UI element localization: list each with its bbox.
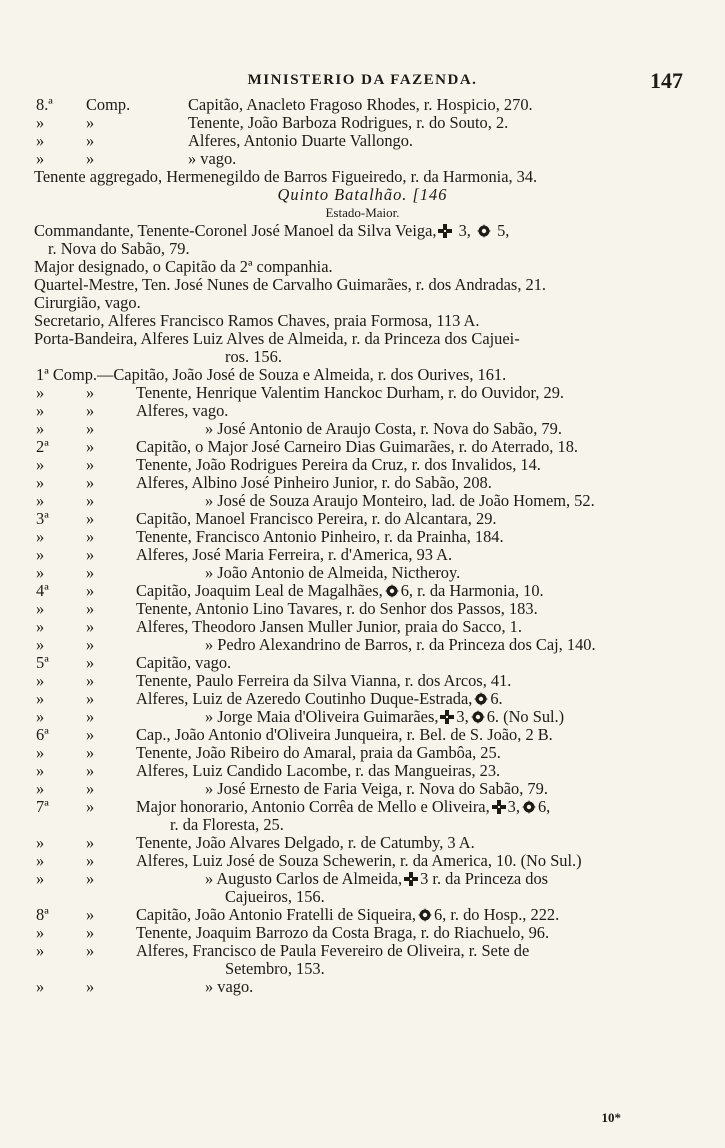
roster-line [0, 474, 725, 492]
roster-line [0, 222, 725, 240]
page-header [0, 68, 725, 96]
entry-text-part: Alferes, Luiz de Azeredo Coutinho Duque-Estrada, [136, 689, 473, 708]
entry-text: Tenente, Antonio Lino Tavares, r. do Senhor dos Passos, 183. [136, 599, 538, 618]
company-number: » [36, 743, 45, 762]
roster-line [0, 492, 725, 510]
entry-text [205, 870, 548, 888]
roster-line [0, 294, 725, 312]
roster-line [0, 276, 725, 294]
company-label: » [86, 761, 95, 780]
rose-icon [474, 692, 488, 706]
entry-text: Cap., João Antonio d'Oliveira Junqueira, r. Bel. de S. João, 2 B. [136, 725, 553, 744]
roster-line [0, 924, 725, 942]
entry-text: Quartel-Mestre, Ten. José Nunes de Carvalho Guimarães, r. dos Andradas, 21. [34, 275, 546, 294]
roster-line [0, 258, 725, 276]
company-label: » [86, 941, 95, 960]
company-number: » [36, 419, 45, 438]
entry-text [34, 222, 509, 240]
company-number: » [36, 977, 45, 996]
roster-line [0, 366, 725, 384]
entry-text: » José de Souza Araujo Monteiro, lad. de João Homem, 52. [205, 491, 595, 510]
entry-text [136, 798, 550, 816]
company-label: » [86, 473, 95, 492]
roster-line [0, 672, 725, 690]
company-label: » [86, 833, 95, 852]
roster-line [0, 114, 725, 132]
entry-text [136, 582, 544, 600]
rose-icon [418, 908, 432, 922]
company-label: » [86, 113, 95, 132]
company-number: 5ª [36, 653, 49, 672]
entry-text: Tenente, Francisco Antonio Pinheiro, r. da Prainha, 184. [136, 527, 504, 546]
roster-line [0, 690, 725, 708]
company-number: » [36, 527, 45, 546]
entry-text-part: 5, [492, 221, 510, 240]
roster-line [0, 852, 725, 870]
entry-text: Alferes, Antonio Duarte Vallongo. [188, 131, 414, 150]
company-number: » [36, 923, 45, 942]
entry-text: Tenente, João Ribeiro do Amaral, praia da Gambôa, 25. [136, 743, 501, 762]
section-subtitle: Estado-Maior. [325, 205, 400, 220]
entry-text-part: 3 r. da Princeza dos [420, 869, 549, 888]
company-number: » [36, 851, 45, 870]
entry-text: Alferes, Theodoro Jansen Muller Junior, praia do Sacco, 1. [136, 617, 522, 636]
cross-icon [438, 224, 452, 238]
roster-line [0, 438, 725, 456]
entry-text: Tenente aggregado, Hermenegildo de Barros Figueiredo, r. da Harmonia, 34. [34, 167, 538, 186]
roster-line [0, 348, 725, 366]
roster-line [0, 708, 725, 726]
company-label: » [86, 653, 95, 672]
company-label: » [86, 635, 95, 654]
company-label: » [86, 545, 95, 564]
roster-line [0, 582, 725, 600]
rose-icon [471, 710, 485, 724]
entry-text-part: Commandante, Tenente-Coronel José Manoel da Silva Veiga, [34, 221, 437, 240]
roster-line [0, 636, 725, 654]
entry-text [136, 690, 503, 708]
company-number: » [36, 833, 45, 852]
entry-text: Cirurgião, vago. [34, 293, 141, 312]
entry-text [205, 708, 564, 726]
entry-text: Porta-Bandeira, Alferes Luiz Alves de Almeida, r. da Princeza dos Cajuei- [34, 329, 520, 348]
company-number: » [36, 779, 45, 798]
entry-text: Tenente, João Barboza Rodrigues, r. do Souto, 2. [188, 113, 509, 132]
company-number: » [36, 131, 45, 150]
rose-icon [477, 224, 491, 238]
company-label: » [86, 383, 95, 402]
entry-text-part: 6. [490, 689, 503, 708]
company-label: » [86, 419, 95, 438]
company-number: » [36, 563, 45, 582]
entry-text: Secretario, Alferes Francisco Ramos Chaves, praia Formosa, 113 A. [34, 311, 480, 330]
roster-line [0, 942, 725, 960]
entry-text-part: 3, [454, 221, 475, 240]
company-label: Comp. [86, 95, 131, 114]
entry-text: » João Antonio de Almeida, Nictheroy. [205, 563, 461, 582]
roster-line [0, 870, 725, 888]
company-number: » [36, 635, 45, 654]
roster-line [0, 402, 725, 420]
company-label: » [86, 581, 95, 600]
company-label: » [86, 797, 95, 816]
entry-text: » José Antonio de Araujo Costa, r. Nova do Sabão, 79. [205, 419, 562, 438]
page-title: MINISTERIO DA FAZENDA. [247, 72, 478, 88]
entry-text: » José Ernesto de Faria Veiga, r. Nova do Sabão, 79. [205, 779, 548, 798]
company-label: » [86, 527, 95, 546]
continuation-text: Cajueiros, 156. [225, 887, 325, 906]
roster-line [0, 510, 725, 528]
company-number: » [36, 617, 45, 636]
roster-line [0, 132, 725, 150]
roster-line [0, 168, 725, 186]
company-number: » [36, 599, 45, 618]
roster-line [0, 816, 725, 834]
roster-line [0, 906, 725, 924]
cross-icon [440, 710, 454, 724]
entry-text: » Pedro Alexandrino de Barros, r. da Princeza dos Caj, 140. [205, 635, 596, 654]
roster-line [0, 564, 725, 582]
company-label: » [86, 869, 95, 888]
company-label: » [86, 131, 95, 150]
section-title: Quinto Batalhão. [146 [277, 185, 448, 204]
company-label: » [86, 779, 95, 798]
company-number: » [36, 473, 45, 492]
roster-line [0, 618, 725, 636]
company-label: » [86, 437, 95, 456]
roster-line [0, 978, 725, 996]
company-number: » [36, 689, 45, 708]
company-label: » [86, 599, 95, 618]
company-number: » [36, 401, 45, 420]
roster-line [0, 744, 725, 762]
company-number: 8ª [36, 905, 49, 924]
entry-text: Capitão, Anacleto Fragoso Rhodes, r. Hospicio, 270. [188, 95, 533, 114]
company-number: 3ª [36, 509, 49, 528]
entry-text-part: » Augusto Carlos de Almeida, [205, 869, 403, 888]
entry-text: Capitão, Manoel Francisco Pereira, r. do Alcantara, 29. [136, 509, 497, 528]
company-number: » [36, 869, 45, 888]
entry-text: Alferes, Luiz Candido Lacombe, r. das Mangueiras, 23. [136, 761, 501, 780]
company-number: » [36, 383, 45, 402]
roster-line [0, 96, 725, 114]
company-label: » [86, 509, 95, 528]
roster-line [0, 726, 725, 744]
entry-text: Capitão, o Major José Carneiro Dias Guimarães, r. do Aterrado, 18. [136, 437, 578, 456]
roster-line [0, 798, 725, 816]
company-label: » [86, 401, 95, 420]
roster-line [0, 240, 725, 258]
entry-text: » vago. [205, 977, 254, 996]
entry-text-part: Major honorario, Antonio Corrêa de Mello e Oliveira, [136, 797, 490, 816]
roster-line [0, 834, 725, 852]
company-label: » [86, 707, 95, 726]
rose-icon [522, 800, 536, 814]
company-label: » [86, 725, 95, 744]
roster-line [0, 204, 725, 222]
roster-line [0, 312, 725, 330]
entry-text: Alferes, Luiz José de Souza Schewerin, r. da America, 10. (No Sul.) [136, 851, 582, 870]
company-label: » [86, 923, 95, 942]
company-number: » [36, 671, 45, 690]
entry-text: Major designado, o Capitão da 2ª companhia. [34, 257, 333, 276]
entry-text: Alferes, Albino José Pinheiro Junior, r. do Sabão, 208. [136, 473, 492, 492]
rose-icon [385, 584, 399, 598]
roster-line [0, 330, 725, 348]
entry-text: Tenente, João Rodrigues Pereira da Cruz, r. dos Invalidos, 14. [136, 455, 541, 474]
continuation-text: r. Nova do Sabão, 79. [48, 239, 190, 258]
entry-text-part: Capitão, João Antonio Fratelli de Siqueira, [136, 905, 416, 924]
roster-line [0, 150, 725, 168]
continuation-text: r. da Floresta, 25. [170, 815, 284, 834]
entry-text: Alferes, vago. [136, 401, 229, 420]
company-number: » [36, 113, 45, 132]
roster-line [0, 456, 725, 474]
roster-line [0, 600, 725, 618]
roster-line [0, 762, 725, 780]
company-label: » [86, 617, 95, 636]
company-heading: 1ª Comp.—Capitão, João José de Souza e Almeida, r. dos Ourives, 161. [36, 365, 507, 384]
company-label: » [86, 905, 95, 924]
cross-icon [492, 800, 506, 814]
company-number: » [36, 761, 45, 780]
company-number: » [36, 941, 45, 960]
company-number: » [36, 149, 45, 168]
company-label: » [86, 671, 95, 690]
page-number: 147 [650, 68, 683, 93]
entry-text [136, 906, 559, 924]
company-label: » [86, 689, 95, 708]
roster-line [0, 888, 725, 906]
company-label: » [86, 491, 95, 510]
company-label: » [86, 977, 95, 996]
entry-text: Alferes, Francisco de Paula Fevereiro de Oliveira, r. Sete de [136, 941, 530, 960]
company-number: 7ª [36, 797, 49, 816]
entry-text-part: » Jorge Maia d'Oliveira Guimarães, [205, 707, 439, 726]
entry-text: Tenente, João Alvares Delgado, r. de Catumby, 3 A. [136, 833, 475, 852]
entry-text: Alferes, José Maria Ferreira, r. d'America, 93 A. [136, 545, 453, 564]
entry-text-part: 3, [507, 797, 520, 816]
entry-text-part: 6, [537, 797, 551, 816]
signature-mark: 10* [601, 1110, 621, 1125]
company-number: » [36, 491, 45, 510]
continuation-text: ros. 156. [225, 347, 282, 366]
roster-text [0, 96, 725, 996]
company-number: 8.ª [36, 95, 53, 114]
entry-text-part: 6, r. da Harmonia, 10. [400, 581, 544, 600]
company-number: » [36, 455, 45, 474]
entry-text: Tenente, Henrique Valentim Hanckoc Durham, r. do Ouvidor, 29. [136, 383, 565, 402]
entry-text: Capitão, vago. [136, 653, 232, 672]
entry-text-part: 6. (No Sul.) [486, 707, 565, 726]
company-number: 2ª [36, 437, 49, 456]
entry-text-part: 6, r. do Hosp., 222. [433, 905, 560, 924]
company-label: » [86, 743, 95, 762]
company-label: » [86, 563, 95, 582]
company-number: » [36, 707, 45, 726]
cross-icon [404, 872, 418, 886]
roster-line [0, 654, 725, 672]
company-label: » [86, 851, 95, 870]
entry-text-part: Capitão, Joaquim Leal de Magalhães, [136, 581, 383, 600]
roster-line [0, 186, 725, 204]
company-label: » [86, 149, 95, 168]
company-number: » [36, 545, 45, 564]
entry-text: » vago. [188, 149, 237, 168]
roster-line [0, 528, 725, 546]
roster-line [0, 420, 725, 438]
company-label: » [86, 455, 95, 474]
entry-text: Tenente, Paulo Ferreira da Silva Vianna, r. dos Arcos, 41. [136, 671, 512, 690]
entry-text: Tenente, Joaquim Barrozo da Costa Braga, r. do Riachuelo, 96. [136, 923, 550, 942]
roster-line [0, 384, 725, 402]
company-number: 4ª [36, 581, 49, 600]
entry-text-part: 3, [456, 707, 469, 726]
roster-line [0, 960, 725, 978]
continuation-text: Setembro, 153. [225, 959, 325, 978]
roster-line [0, 780, 725, 798]
roster-line [0, 546, 725, 564]
company-number: 6ª [36, 725, 49, 744]
